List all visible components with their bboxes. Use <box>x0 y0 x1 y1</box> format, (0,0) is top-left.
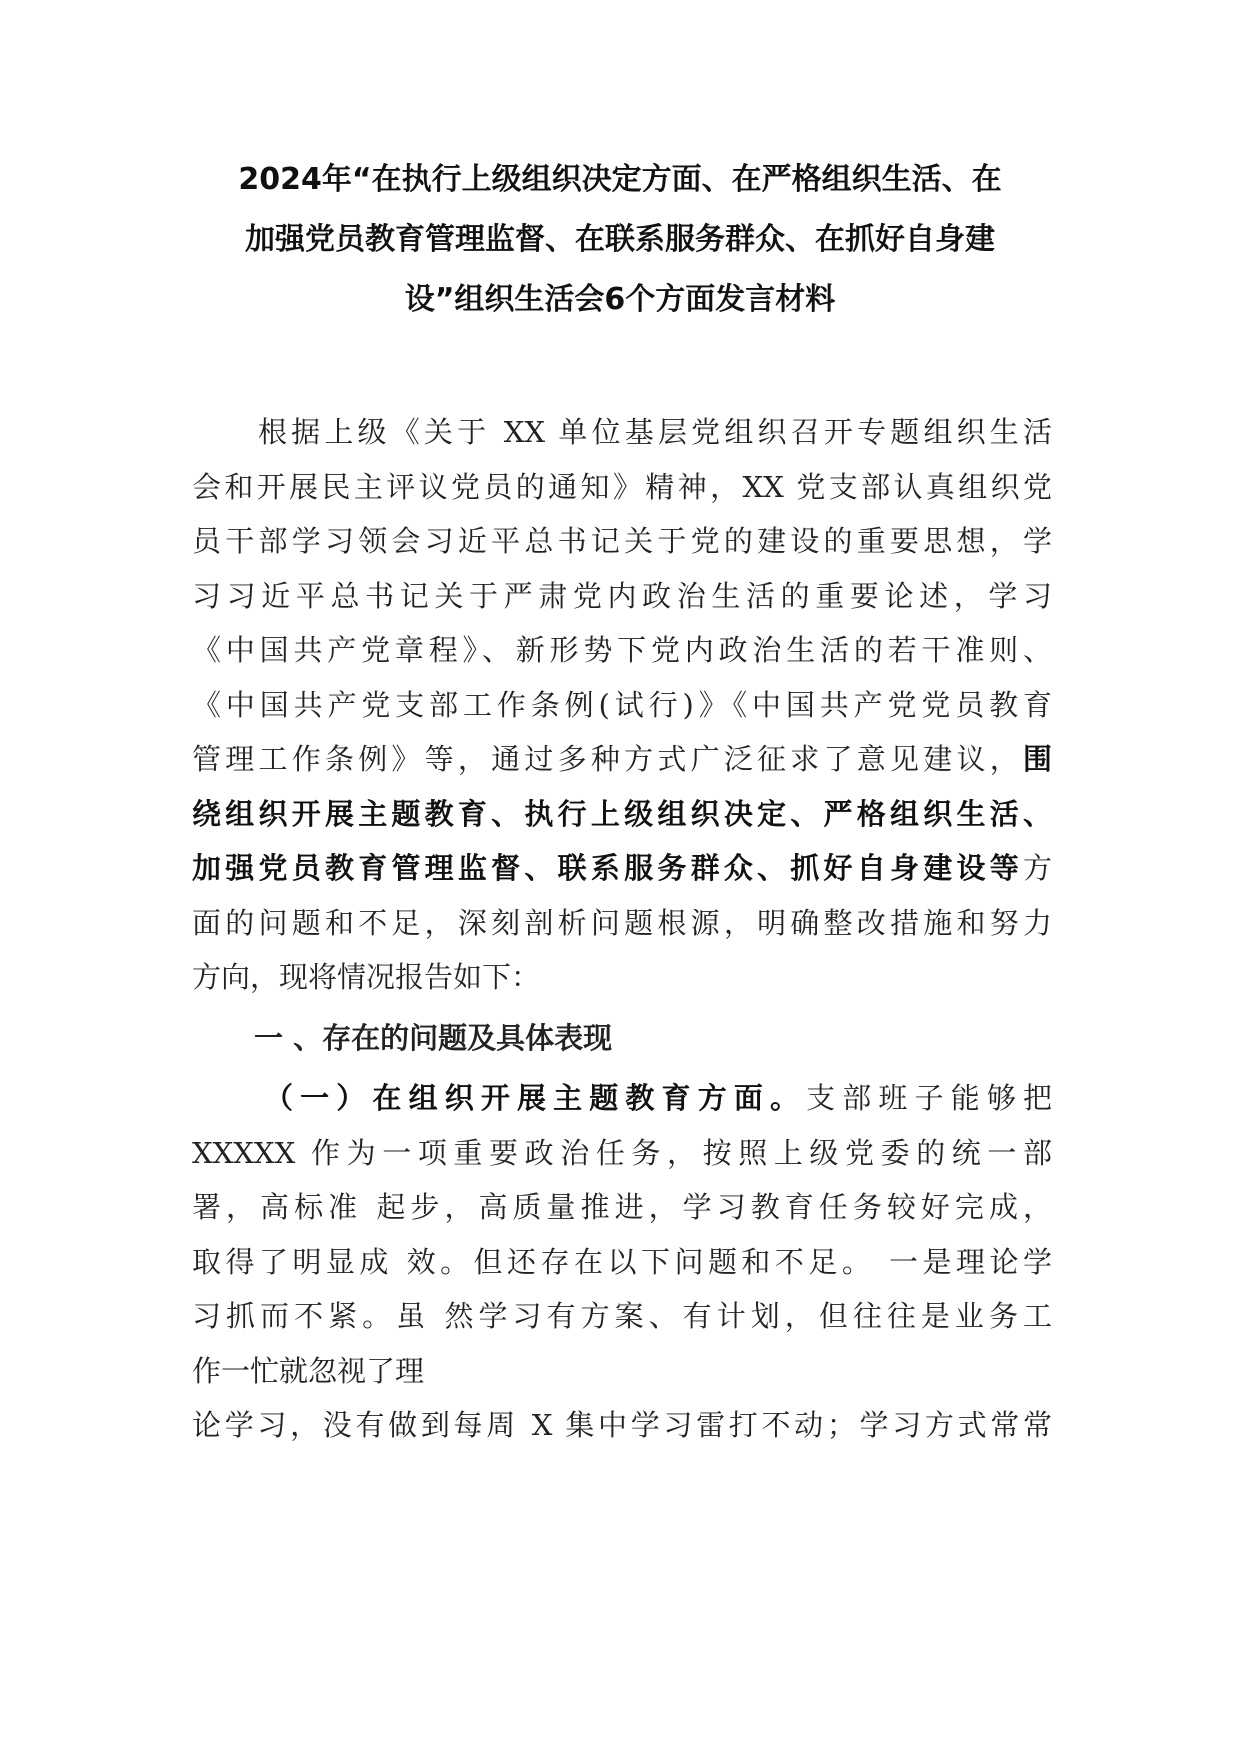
document-body <box>192 405 1052 1453</box>
line-text: 支部班子能够把 <box>806 1081 1052 1115</box>
line-text: 方 <box>1022 851 1052 885</box>
paragraph-line: 取得了明显成 效。但还存在以下问题和不足。 一是理论学 <box>192 1244 1052 1279</box>
document-title <box>150 150 1090 330</box>
bold-text: 加强党员教育管理监督、联系服务群众、抓好自身建设等 <box>192 851 1023 885</box>
title-line: 2024年“在执行上级组织决定方面、在严格组织生活、在 <box>238 162 1002 197</box>
paragraph-line: 《中国共产党章程》、新形势下党内政治生活的若干准则、 <box>192 633 1052 667</box>
paragraph-line: 论学习，没有做到每周 X 集中学习雷打不动；学习方式常常 <box>192 1408 1052 1442</box>
paragraph-line <box>192 732 1052 787</box>
paragraph-line: 会和开展民主评议党员的通知》精神，XX 党支部认真组织党 <box>192 469 1052 504</box>
intro-paragraph <box>192 405 1052 1005</box>
line-text: 管理工作条例》等，通过多种方式广泛征求了意见建议， <box>192 742 1023 776</box>
bold-text: 围 <box>1022 742 1052 776</box>
paragraph-line <box>192 841 1052 896</box>
subsection-paragraph <box>192 1071 1052 1453</box>
paragraph-line: 习抓而不紧。虽 然学习有方案、有计划，但往往是业务工 <box>192 1299 1052 1333</box>
section-heading: 一 、存在的问题及具体表现 <box>254 1020 613 1055</box>
paragraph-line: 员干部学习领会习近平总书记关于党的建设的重要思想，学 <box>192 524 1052 558</box>
paragraph-line-bold: 绕组织开展主题教育、执行上级组织决定、严格组织生活、 <box>192 796 1052 831</box>
title-line: 设”组织生活会6个方面发言材料 <box>404 282 836 317</box>
paragraph-line: 根据上级《关于 XX 单位基层党组织召开专题组织生活 <box>258 415 1052 449</box>
subsection-heading: （一）在组织开展主题教育方面。 <box>264 1081 807 1115</box>
paragraph-line: XXXXX 作为一项重要政治任务，按照上级党委的统一部 <box>192 1135 1052 1170</box>
paragraph-line: 《中国共产党支部工作条例(试行)》《中国共产党党员教育 <box>192 687 1052 722</box>
paragraph-line: 方向，现将情况报告如下： <box>192 960 541 994</box>
paragraph-line: 习习近平总书记关于严肃党内政治生活的重要论述，学习 <box>192 578 1052 613</box>
title-line: 加强党员教育管理监督、在联系服务群众、在抓好自身建 <box>245 222 995 257</box>
paragraph-line: 面的问题和不足，深刻剖析问题根源，明确整改措施和努力 <box>192 905 1052 940</box>
paragraph-line <box>192 1071 1052 1126</box>
paragraph-line: 作一忙就忽视了理 <box>192 1353 425 1388</box>
paragraph-line: 署，高标准 起步，高质量推进，学习教育任务较好完成， <box>192 1190 1052 1224</box>
